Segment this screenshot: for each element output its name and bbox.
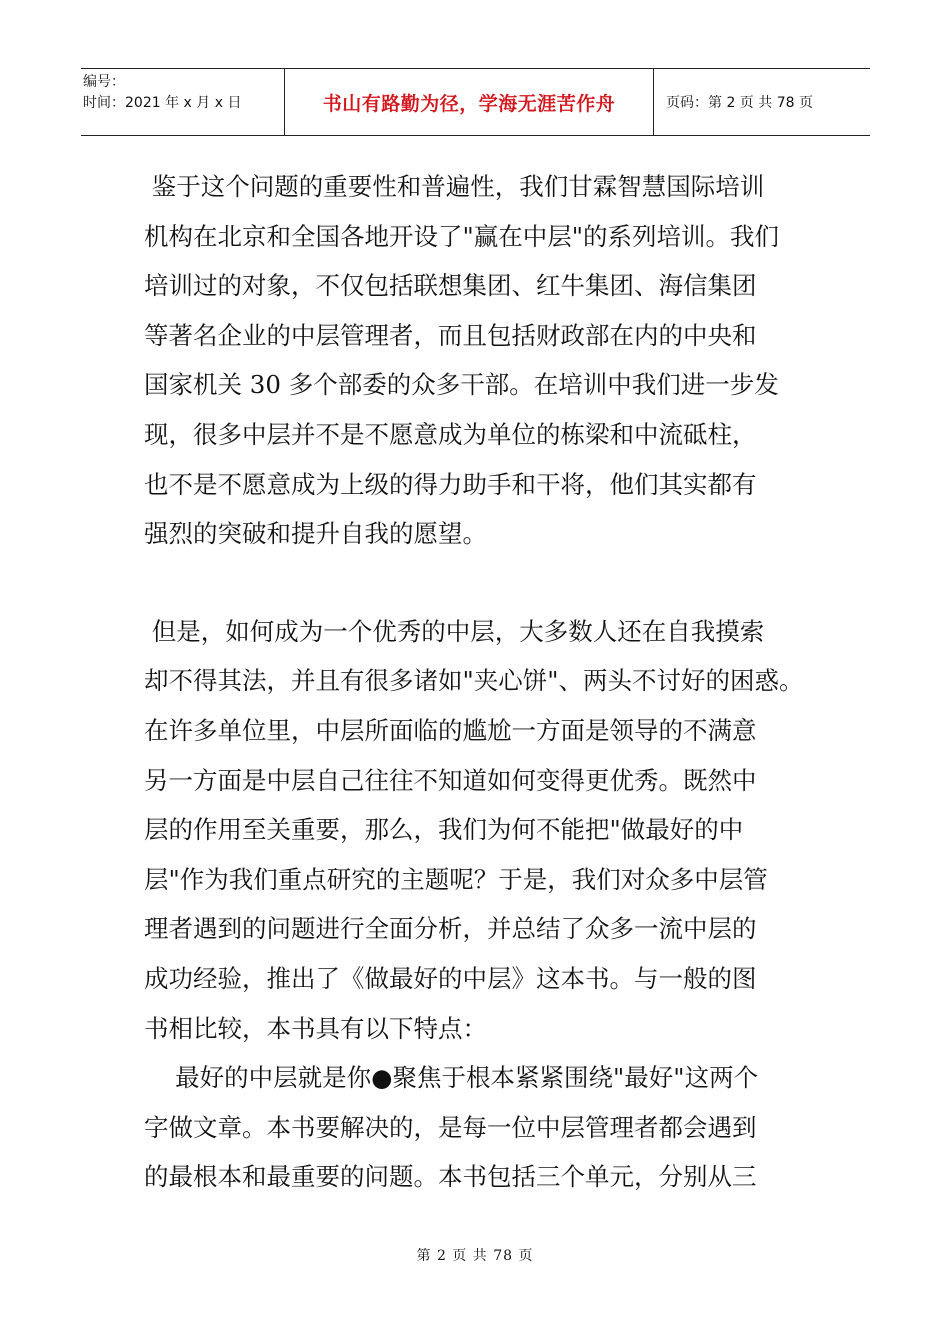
text-line: 鉴于这个问题的重要性和普遍性，我们甘霖智慧国际培训: [144, 172, 765, 201]
page-footer: 第 2 页 共 78 页: [416, 1248, 534, 1264]
text-line: 也不是不愿意成为上级的得力助手和干将，他们其实都有: [144, 469, 757, 499]
text-line: 另一方面是中层自己往往不知道如何变得更优秀。既然中: [144, 765, 757, 795]
text-line: 层"作为我们重点研究的主题呢？于是，我们对众多中层管: [144, 864, 768, 894]
text-line: 强烈的突破和提升自我的愿望。: [144, 519, 487, 549]
text-line: 在许多单位里，中层所面临的尴尬一方面是领导的不满意: [144, 715, 757, 745]
text-line: 却不得其法，并且有很多诸如"夹心饼"、两头不讨好的困惑。: [144, 666, 804, 696]
paragraph-1: [144, 162, 816, 559]
text-line: 的最根本和最重要的问题。本书包括三个单元，分别从三: [144, 1162, 757, 1192]
header-page-info: 页码：第 2 页 共 78 页: [666, 95, 813, 111]
text-line: 最好的中层就是你●聚焦于根本紧紧围绕"最好"这两个: [144, 1063, 759, 1093]
header-meta: [81, 69, 284, 135]
text-line: 培训过的对象，不仅包括联想集团、红牛集团、海信集团: [144, 271, 757, 301]
text-line: 机构在北京和全国各地开设了"赢在中层"的系列培训。我们: [144, 221, 780, 251]
text-line: 现，很多中层并不是不愿意成为单位的栋梁和中流砥柱，: [144, 419, 757, 449]
text-line: 等著名企业的中层管理者，而且包括财政部在内的中央和: [144, 320, 757, 350]
text-line: 理者遇到的问题进行全面分析，并总结了众多一流中层的: [144, 914, 757, 944]
paragraph-2: [144, 607, 816, 1053]
text-line: 但是，如何成为一个优秀的中层，大多数人还在自我摸索: [144, 616, 765, 646]
header-date: 时间：2021 年 x 月 x 日: [83, 95, 242, 111]
paragraph-3: [144, 1053, 816, 1202]
paragraph-spacer: [144, 559, 816, 607]
page-header: [81, 68, 870, 136]
text-line: 成功经验，推出了《做最好的中层》这本书。与一般的图: [144, 963, 757, 993]
text-line: 字做文章。本书要解决的，是每一位中层管理者都会遇到: [144, 1112, 757, 1142]
text-line: 国家机关 30 多个部委的众多干部。在培训中我们进一步发: [144, 370, 779, 400]
document-body: [144, 162, 816, 1202]
header-motto: 书山有路勤为径，学海无涯苦作舟: [284, 69, 654, 135]
header-number-label: 编号：: [83, 74, 125, 90]
text-line: 书相比较，本书具有以下特点：: [144, 1013, 487, 1043]
text-line: 层的作用至关重要，那么，我们为何不能把"做最好的中: [144, 815, 744, 845]
